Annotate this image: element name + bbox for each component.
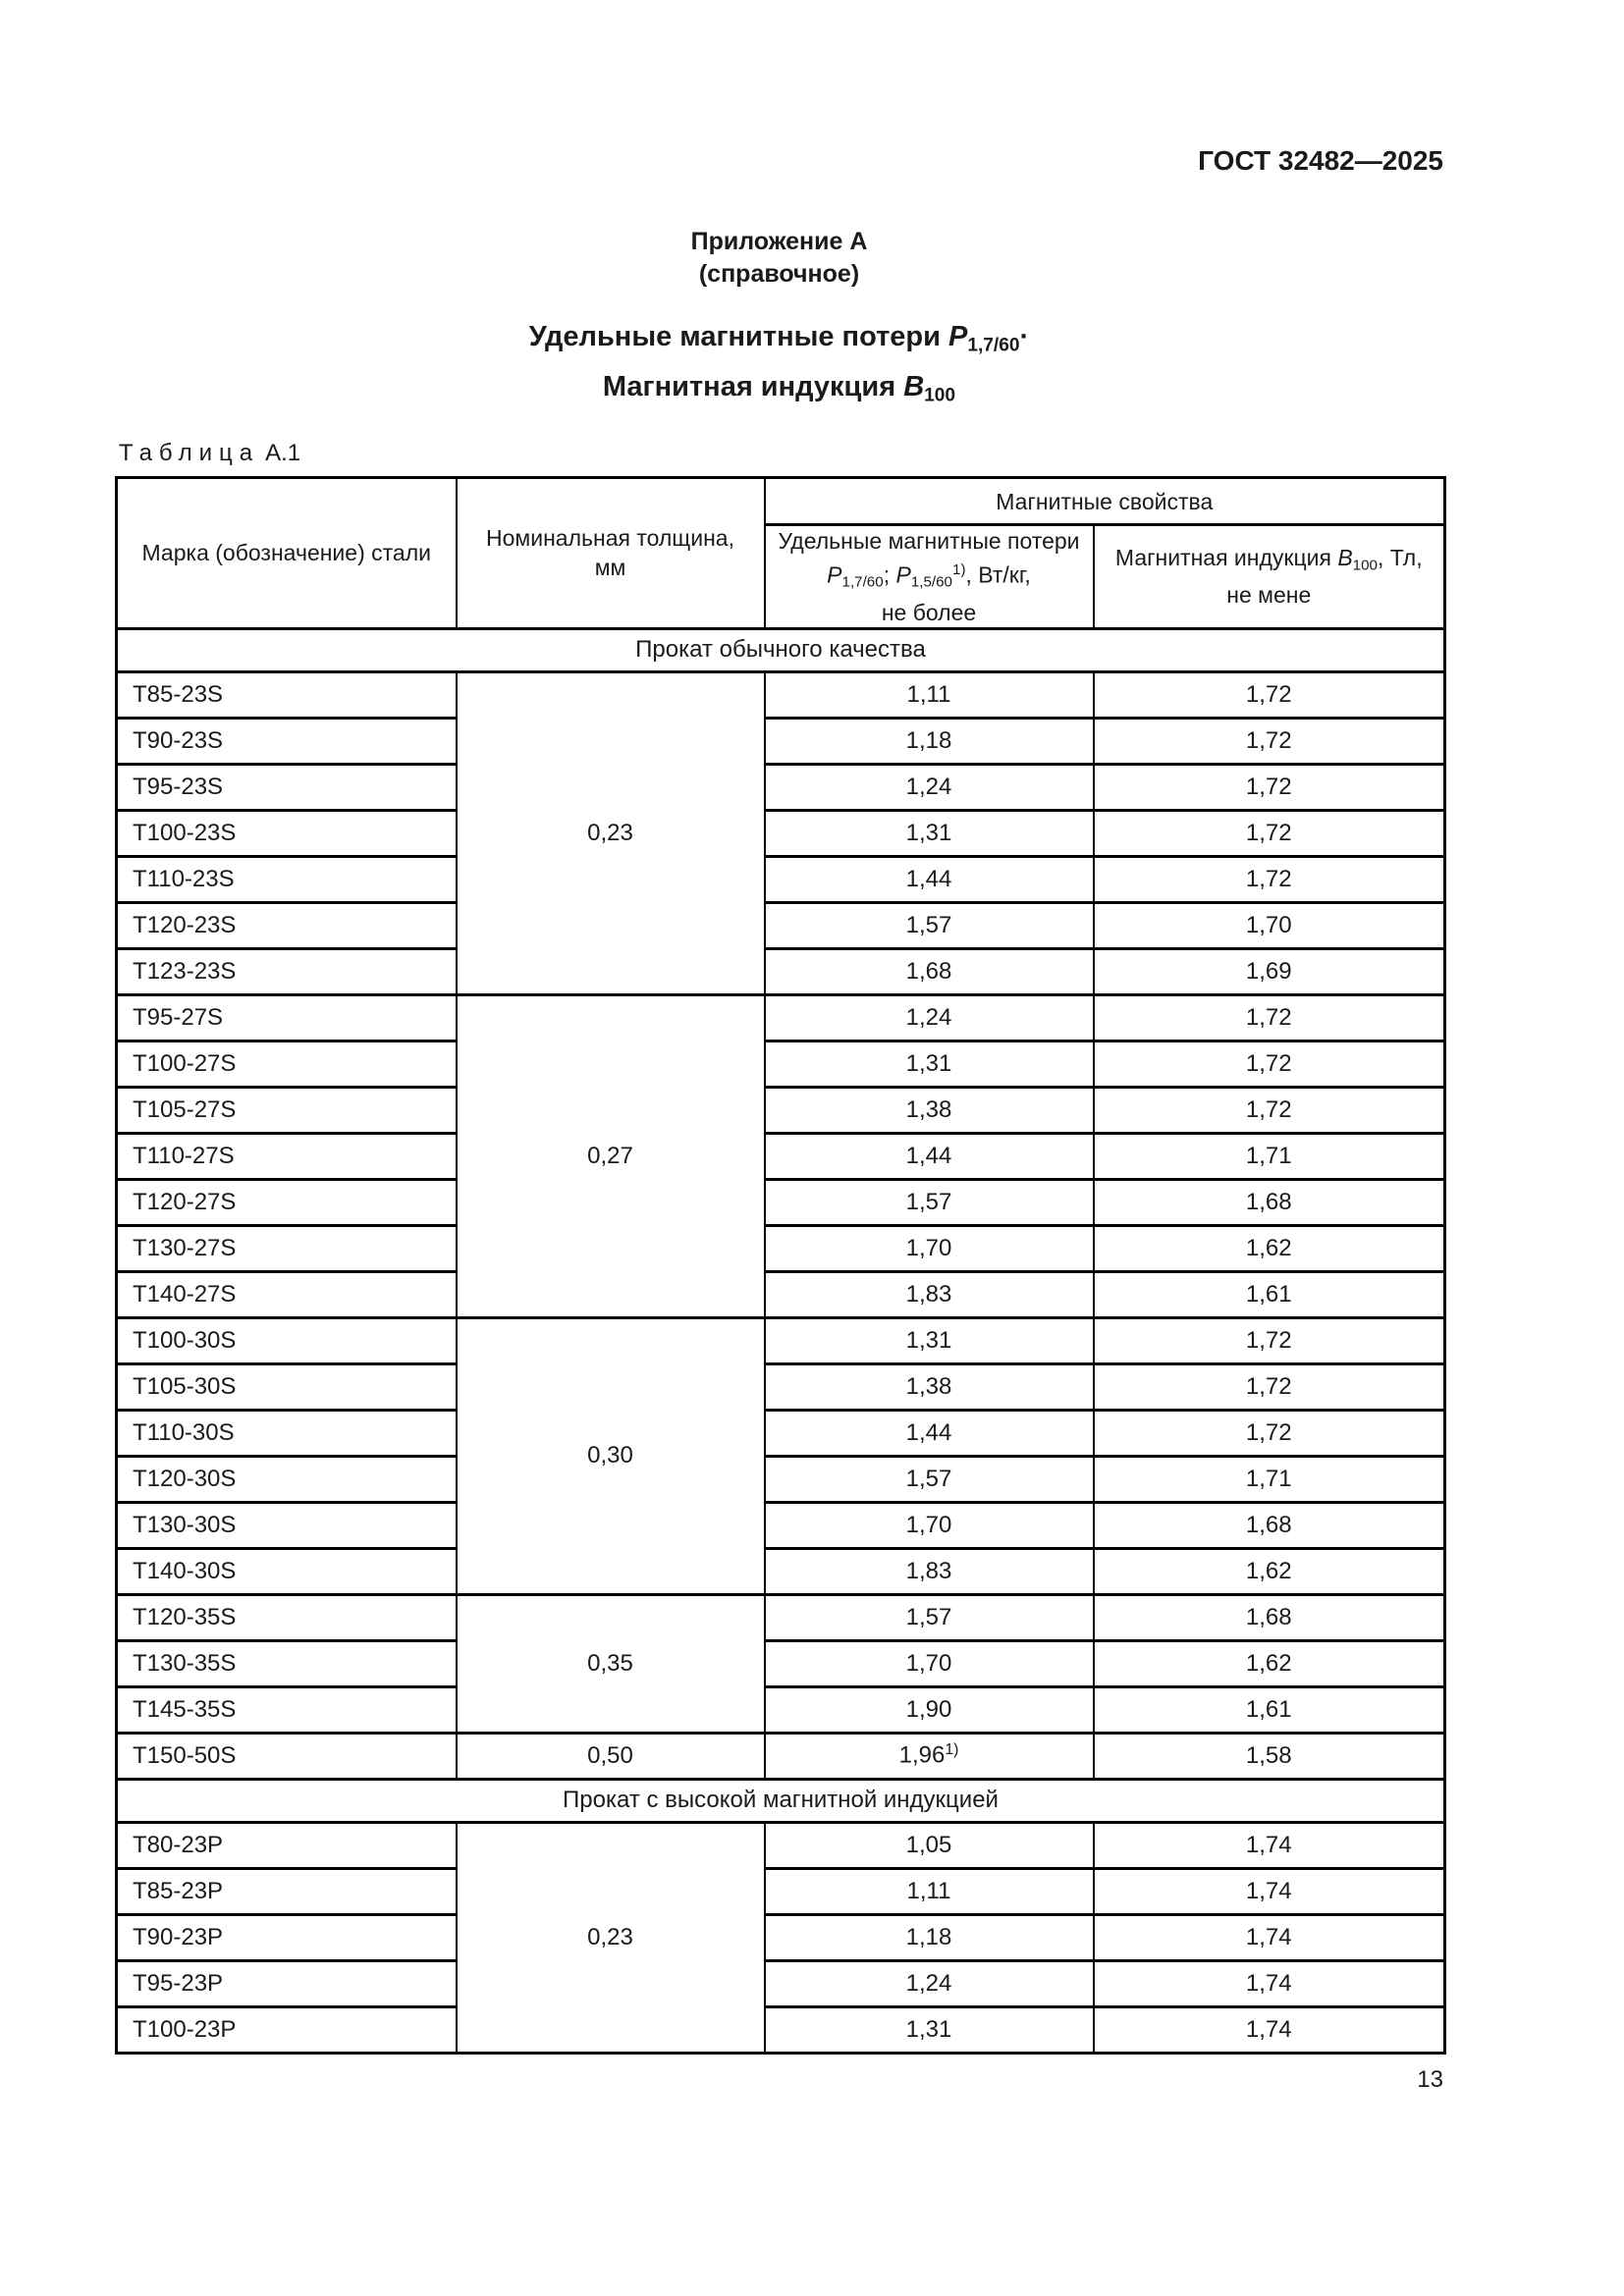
losses-value: 1,24 xyxy=(905,773,952,800)
losses-cell xyxy=(765,902,1094,948)
header-steel-grade: Марка (обозначение) стали xyxy=(117,478,457,629)
induction-cell: 1,58 xyxy=(1094,1733,1445,1779)
steel-grade-cell: Т120-35S xyxy=(117,1594,457,1640)
table-row xyxy=(117,2006,1445,2053)
losses-value: 1,44 xyxy=(905,1418,952,1446)
steel-grade-cell: Т123-23S xyxy=(117,948,457,994)
header-losses-line3: не более xyxy=(881,599,977,625)
steel-grade-cell: Т120-30S xyxy=(117,1456,457,1502)
induction-cell: 1,62 xyxy=(1094,1640,1445,1686)
induction-cell: 1,68 xyxy=(1094,1502,1445,1548)
steel-grade-cell: Т100-27S xyxy=(117,1041,457,1087)
induction-cell: 1,74 xyxy=(1094,1868,1445,1914)
steel-grade-cell: Т130-27S xyxy=(117,1225,457,1271)
header-magnetic-properties-group: Магнитные свойства xyxy=(765,478,1445,525)
thickness-cell: 0,27 xyxy=(457,994,765,1317)
induction-cell: 1,74 xyxy=(1094,1822,1445,1868)
induction-cell: 1,71 xyxy=(1094,1456,1445,1502)
induction-cell: 1,68 xyxy=(1094,1594,1445,1640)
thickness-cell: 0,23 xyxy=(457,1822,765,2053)
losses-value: 1,44 xyxy=(905,1142,952,1169)
steel-grade-cell: Т100-23S xyxy=(117,810,457,856)
losses-value: 1,70 xyxy=(905,1511,952,1538)
table-row xyxy=(117,948,1445,994)
steel-grade-cell: Т150-50S xyxy=(117,1733,457,1779)
steel-grade-cell: Т110-27S xyxy=(117,1133,457,1179)
magnetic-properties-table xyxy=(115,476,1446,2055)
losses-cell xyxy=(765,671,1094,718)
thickness-cell: 0,30 xyxy=(457,1317,765,1594)
doc-number: ГОСТ 32482—2025 xyxy=(1198,145,1443,176)
table-row xyxy=(117,1225,1445,1271)
header-nominal-thickness xyxy=(457,478,765,629)
steel-grade-cell: Т110-30S xyxy=(117,1410,457,1456)
losses-value: 1,18 xyxy=(905,1923,952,1950)
table-body xyxy=(117,628,1445,2053)
document-title-line1: Удельные магнитные потери $P_{1,7/60}\cdot$ xyxy=(528,321,1030,356)
induction-cell: 1,72 xyxy=(1094,671,1445,718)
losses-value: 1,24 xyxy=(905,1969,952,1997)
induction-cell: 1,74 xyxy=(1094,1960,1445,2006)
losses-value: 1,57 xyxy=(905,911,952,938)
losses-cell xyxy=(765,1822,1094,1868)
losses-cell xyxy=(765,1733,1094,1779)
table-row xyxy=(117,994,1445,1041)
steel-grade-cell: Т80-23Р xyxy=(117,1822,457,1868)
table-caption-number: А.1 xyxy=(265,440,301,466)
losses-cell xyxy=(765,1225,1094,1271)
steel-grade-cell: Т110-23S xyxy=(117,856,457,902)
page-number: 13 xyxy=(1417,2066,1443,2093)
table-row xyxy=(117,1317,1445,1363)
losses-value: 1,68 xyxy=(905,957,952,985)
appendix-subtitle: (справочное) xyxy=(698,260,860,288)
section-title: Прокат обычного качества xyxy=(117,628,1445,671)
losses-value: 1,31 xyxy=(905,819,952,846)
losses-value: 1,11 xyxy=(906,1877,951,1904)
table-row xyxy=(117,1133,1445,1179)
table-row xyxy=(117,718,1445,764)
losses-cell xyxy=(765,1914,1094,1960)
induction-cell: 1,72 xyxy=(1094,1363,1445,1410)
steel-grade-cell: Т95-27S xyxy=(117,994,457,1041)
footnote-marker: 1) xyxy=(945,1741,959,1759)
losses-cell xyxy=(765,1594,1094,1640)
document-title xyxy=(115,316,1443,417)
header-row-1 xyxy=(117,478,1445,525)
table-row xyxy=(117,1594,1445,1640)
losses-cell xyxy=(765,1548,1094,1594)
table-row xyxy=(117,1271,1445,1317)
losses-value: 1,96 xyxy=(898,1741,946,1769)
table-row xyxy=(117,810,1445,856)
header-thickness-line2: мм xyxy=(594,555,626,581)
losses-cell xyxy=(765,1317,1094,1363)
induction-cell: 1,72 xyxy=(1094,1317,1445,1363)
losses-value: 1,90 xyxy=(905,1695,952,1723)
header-thickness-line1: Номинальная толщина, xyxy=(486,525,734,552)
steel-grade-cell: Т100-30S xyxy=(117,1317,457,1363)
steel-grade-cell: Т105-30S xyxy=(117,1363,457,1410)
induction-cell: 1,62 xyxy=(1094,1225,1445,1271)
steel-grade-cell: Т145-35S xyxy=(117,1686,457,1733)
losses-cell xyxy=(765,1456,1094,1502)
losses-cell xyxy=(765,764,1094,810)
losses-value: 1,70 xyxy=(905,1649,952,1677)
losses-value: 1,05 xyxy=(905,1831,952,1858)
losses-value: 1,11 xyxy=(906,680,951,708)
losses-cell xyxy=(765,1179,1094,1225)
table-row xyxy=(117,1363,1445,1410)
header-losses-line1: Удельные магнитные потери xyxy=(778,528,1080,554)
induction-cell: 1,70 xyxy=(1094,902,1445,948)
steel-grade-cell: Т90-23Р xyxy=(117,1914,457,1960)
table-row xyxy=(117,764,1445,810)
losses-cell xyxy=(765,1087,1094,1133)
thickness-cell: 0,50 xyxy=(457,1733,765,1779)
steel-grade-cell: Т95-23S xyxy=(117,764,457,810)
steel-grade-cell: Т105-27S xyxy=(117,1087,457,1133)
losses-cell xyxy=(765,1640,1094,1686)
losses-cell xyxy=(765,1868,1094,1914)
table-row xyxy=(117,1041,1445,1087)
steel-grade-cell: Т100-23Р xyxy=(117,2006,457,2053)
table-row xyxy=(117,1914,1445,1960)
table-row xyxy=(117,1733,1445,1779)
steel-grade-cell: Т140-27S xyxy=(117,1271,457,1317)
steel-grade-cell: Т85-23S xyxy=(117,671,457,718)
losses-value: 1,70 xyxy=(905,1234,952,1261)
table-row xyxy=(117,902,1445,948)
losses-cell xyxy=(765,994,1094,1041)
steel-grade-cell: Т130-30S xyxy=(117,1502,457,1548)
steel-grade-cell: Т130-35S xyxy=(117,1640,457,1686)
induction-cell: 1,72 xyxy=(1094,1041,1445,1087)
table-row xyxy=(117,671,1445,718)
header-induction-line2: не мене xyxy=(1226,582,1312,609)
losses-value: 1,31 xyxy=(905,1326,952,1354)
losses-cell xyxy=(765,718,1094,764)
induction-cell: 1,72 xyxy=(1094,994,1445,1041)
table-row xyxy=(117,1548,1445,1594)
induction-cell: 1,74 xyxy=(1094,1914,1445,1960)
table-row xyxy=(117,1179,1445,1225)
losses-cell xyxy=(765,1363,1094,1410)
appendix-heading xyxy=(115,226,1443,291)
steel-grade-cell: Т120-23S xyxy=(117,902,457,948)
induction-cell: 1,71 xyxy=(1094,1133,1445,1179)
losses-value: 1,83 xyxy=(905,1280,952,1308)
losses-value: 1,83 xyxy=(905,1557,952,1584)
losses-value: 1,57 xyxy=(905,1188,952,1215)
table-row xyxy=(117,1410,1445,1456)
section-row xyxy=(117,1779,1445,1822)
table-head xyxy=(117,478,1445,629)
thickness-cell: 0,35 xyxy=(457,1594,765,1733)
document-title-line2: Магнитная индукция $B_{100}$ xyxy=(602,371,956,406)
losses-cell xyxy=(765,856,1094,902)
losses-value: 1,38 xyxy=(905,1095,952,1123)
losses-value: 1,18 xyxy=(905,726,952,754)
induction-cell: 1,72 xyxy=(1094,1087,1445,1133)
table-row xyxy=(117,856,1445,902)
table-row xyxy=(117,1456,1445,1502)
steel-grade-cell: Т140-30S xyxy=(117,1548,457,1594)
induction-cell: 1,72 xyxy=(1094,1410,1445,1456)
table-row xyxy=(117,1502,1445,1548)
thickness-cell: 0,23 xyxy=(457,671,765,994)
losses-cell xyxy=(765,948,1094,994)
induction-cell: 1,69 xyxy=(1094,948,1445,994)
induction-cell: 1,74 xyxy=(1094,2006,1445,2053)
losses-value: 1,31 xyxy=(905,2015,952,2043)
induction-cell: 1,68 xyxy=(1094,1179,1445,1225)
table-row xyxy=(117,1868,1445,1914)
losses-value: 1,38 xyxy=(905,1372,952,1400)
table-row xyxy=(117,1960,1445,2006)
table-row xyxy=(117,1640,1445,1686)
steel-grade-cell: Т85-23Р xyxy=(117,1868,457,1914)
induction-cell: 1,72 xyxy=(1094,764,1445,810)
losses-value: 1,57 xyxy=(905,1465,952,1492)
losses-cell xyxy=(765,1041,1094,1087)
table-caption xyxy=(119,440,300,467)
losses-cell xyxy=(765,1960,1094,2006)
induction-cell: 1,72 xyxy=(1094,718,1445,764)
induction-cell: 1,61 xyxy=(1094,1686,1445,1733)
losses-cell xyxy=(765,810,1094,856)
induction-cell: 1,61 xyxy=(1094,1271,1445,1317)
induction-cell: 1,72 xyxy=(1094,856,1445,902)
induction-cell: 1,62 xyxy=(1094,1548,1445,1594)
losses-value: 1,44 xyxy=(905,865,952,892)
losses-cell xyxy=(765,1271,1094,1317)
steel-grade-cell: Т95-23Р xyxy=(117,1960,457,2006)
losses-cell xyxy=(765,1686,1094,1733)
table-caption-word: Таблица xyxy=(119,440,260,466)
losses-cell xyxy=(765,2006,1094,2053)
table-row xyxy=(117,1686,1445,1733)
header-induction-line1: Магнитная индукция $B_{100}$, Тл, xyxy=(1114,545,1423,574)
losses-value: 1,24 xyxy=(905,1003,952,1031)
losses-cell xyxy=(765,1410,1094,1456)
appendix-title: Приложение А xyxy=(690,228,868,255)
induction-cell: 1,72 xyxy=(1094,810,1445,856)
steel-grade-cell: Т90-23S xyxy=(117,718,457,764)
section-row xyxy=(117,628,1445,671)
losses-cell xyxy=(765,1502,1094,1548)
table-row xyxy=(117,1087,1445,1133)
losses-cell xyxy=(765,1133,1094,1179)
steel-grade-cell: Т120-27S xyxy=(117,1179,457,1225)
losses-value: 1,57 xyxy=(905,1603,952,1630)
losses-value: 1,31 xyxy=(905,1049,952,1077)
section-title: Прокат с высокой магнитной индукцией xyxy=(117,1779,1445,1822)
table-row xyxy=(117,1822,1445,1868)
header-magnetic-induction xyxy=(1094,525,1445,629)
header-specific-losses xyxy=(765,525,1094,629)
header-losses-line2: $P_{1,7/60}$; $P_{1,5/60}^{1)}$, Вт/кг, xyxy=(827,561,1031,591)
